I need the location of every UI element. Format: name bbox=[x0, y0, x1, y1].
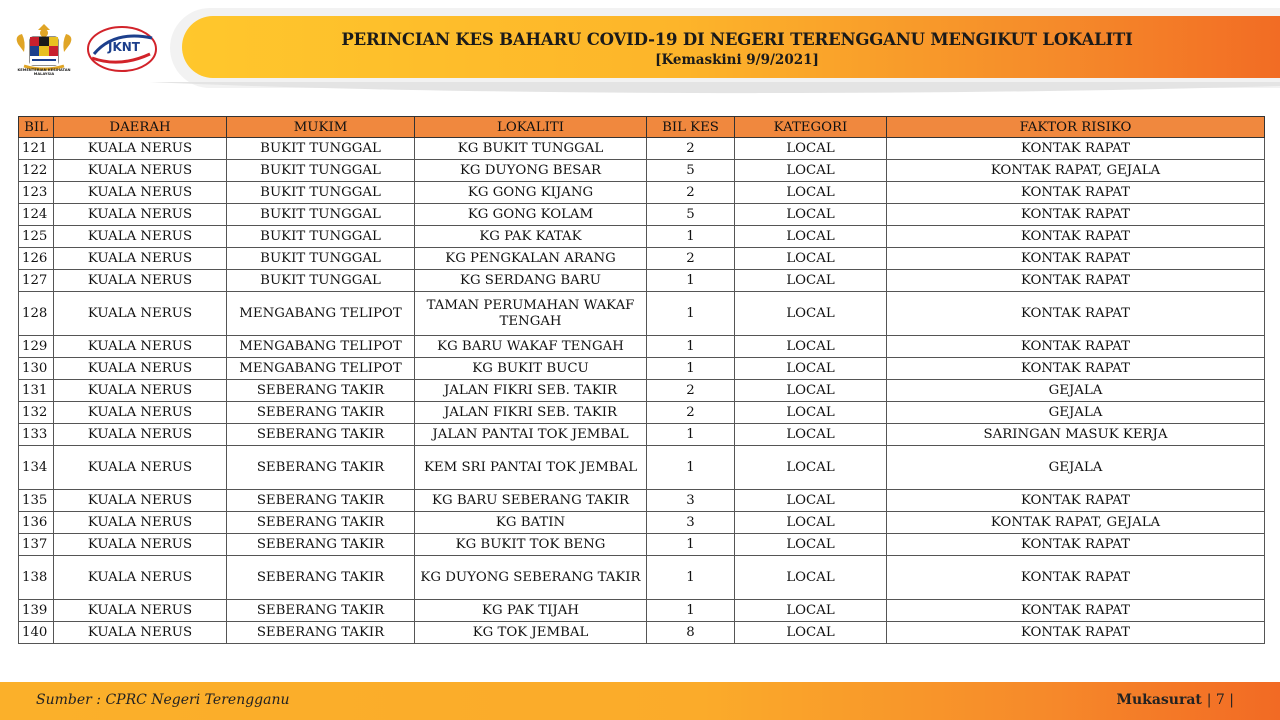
cell-lokaliti: KG BUKIT TUNGGAL bbox=[415, 138, 647, 160]
cell-bil: 125 bbox=[19, 226, 54, 248]
cell-mukim: SEBERANG TAKIR bbox=[227, 380, 415, 402]
cell-mukim: SEBERANG TAKIR bbox=[227, 600, 415, 622]
cell-lokaliti: JALAN FIKRI SEB. TAKIR bbox=[415, 402, 647, 424]
cell-daerah: KUALA NERUS bbox=[54, 182, 227, 204]
page-title: PERINCIAN KES BAHARU COVID-19 DI NEGERI TERENGGANU MENGIKUT LOKALITI bbox=[341, 30, 1133, 49]
cell-mukim: SEBERANG TAKIR bbox=[227, 556, 415, 600]
cell-daerah: KUALA NERUS bbox=[54, 292, 227, 336]
cell-bil: 126 bbox=[19, 248, 54, 270]
cell-kategori: LOCAL bbox=[735, 336, 887, 358]
cell-daerah: KUALA NERUS bbox=[54, 402, 227, 424]
cell-kategori: LOCAL bbox=[735, 534, 887, 556]
cell-bil-kes: 2 bbox=[647, 138, 735, 160]
cell-bil-kes: 1 bbox=[647, 226, 735, 248]
cell-kategori: LOCAL bbox=[735, 402, 887, 424]
cell-lokaliti: KG BARU WAKAF TENGAH bbox=[415, 336, 647, 358]
cell-lokaliti: KG BUKIT BUCU bbox=[415, 358, 647, 380]
table-row bbox=[19, 424, 1265, 446]
cell-faktor-risiko: KONTAK RAPAT bbox=[887, 292, 1265, 336]
kkm-caption: KEMENTERIAN KESIHATAN MALAYSIA bbox=[17, 68, 71, 77]
cell-mukim: SEBERANG TAKIR bbox=[227, 512, 415, 534]
table-row bbox=[19, 556, 1265, 600]
cell-bil: 128 bbox=[19, 292, 54, 336]
cell-mukim: BUKIT TUNGGAL bbox=[227, 138, 415, 160]
cell-bil-kes: 5 bbox=[647, 204, 735, 226]
cell-faktor-risiko: KONTAK RAPAT bbox=[887, 600, 1265, 622]
cell-faktor-risiko: KONTAK RAPAT bbox=[887, 556, 1265, 600]
cell-lokaliti: JALAN FIKRI SEB. TAKIR bbox=[415, 380, 647, 402]
cell-daerah: KUALA NERUS bbox=[54, 556, 227, 600]
column-header-bil: BIL bbox=[19, 117, 54, 138]
cell-daerah: KUALA NERUS bbox=[54, 270, 227, 292]
cell-lokaliti: KG GONG KIJANG bbox=[415, 182, 647, 204]
cell-kategori: LOCAL bbox=[735, 204, 887, 226]
cell-faktor-risiko: KONTAK RAPAT, GEJALA bbox=[887, 160, 1265, 182]
cell-bil-kes: 1 bbox=[647, 556, 735, 600]
cell-faktor-risiko: KONTAK RAPAT bbox=[887, 182, 1265, 204]
cell-faktor-risiko: KONTAK RAPAT bbox=[887, 358, 1265, 380]
cell-bil: 131 bbox=[19, 380, 54, 402]
table-row bbox=[19, 138, 1265, 160]
footer-page-indicator bbox=[1116, 692, 1234, 708]
cell-bil-kes: 3 bbox=[647, 490, 735, 512]
cell-bil: 122 bbox=[19, 160, 54, 182]
cell-bil: 132 bbox=[19, 402, 54, 424]
covid-cases-table bbox=[18, 116, 1265, 644]
table-row bbox=[19, 534, 1265, 556]
cell-lokaliti: KG SERDANG BARU bbox=[415, 270, 647, 292]
cell-bil-kes: 5 bbox=[647, 160, 735, 182]
table-row bbox=[19, 182, 1265, 204]
cell-bil: 129 bbox=[19, 336, 54, 358]
cell-mukim: SEBERANG TAKIR bbox=[227, 622, 415, 644]
cell-faktor-risiko: KONTAK RAPAT bbox=[887, 248, 1265, 270]
page-subtitle: [Kemaskini 9/9/2021] bbox=[655, 52, 819, 68]
cell-faktor-risiko: KONTAK RAPAT, GEJALA bbox=[887, 512, 1265, 534]
table-row bbox=[19, 160, 1265, 182]
cell-bil-kes: 2 bbox=[647, 248, 735, 270]
cell-daerah: KUALA NERUS bbox=[54, 622, 227, 644]
cell-faktor-risiko: KONTAK RAPAT bbox=[887, 270, 1265, 292]
cell-daerah: KUALA NERUS bbox=[54, 358, 227, 380]
cell-faktor-risiko: KONTAK RAPAT bbox=[887, 622, 1265, 644]
cell-faktor-risiko: KONTAK RAPAT bbox=[887, 534, 1265, 556]
cell-daerah: KUALA NERUS bbox=[54, 490, 227, 512]
page-label: Mukasurat bbox=[1116, 692, 1202, 708]
cell-faktor-risiko: GEJALA bbox=[887, 380, 1265, 402]
table-row bbox=[19, 446, 1265, 490]
table-body bbox=[19, 138, 1265, 644]
cell-bil: 121 bbox=[19, 138, 54, 160]
cell-bil: 137 bbox=[19, 534, 54, 556]
cell-daerah: KUALA NERUS bbox=[54, 600, 227, 622]
cell-bil-kes: 8 bbox=[647, 622, 735, 644]
cell-daerah: KUALA NERUS bbox=[54, 160, 227, 182]
cell-daerah: KUALA NERUS bbox=[54, 534, 227, 556]
table-row bbox=[19, 600, 1265, 622]
cell-daerah: KUALA NERUS bbox=[54, 204, 227, 226]
cell-bil: 133 bbox=[19, 424, 54, 446]
cell-daerah: KUALA NERUS bbox=[54, 336, 227, 358]
table-row bbox=[19, 270, 1265, 292]
cell-mukim: MENGABANG TELIPOT bbox=[227, 358, 415, 380]
cell-kategori: LOCAL bbox=[735, 138, 887, 160]
cell-bil-kes: 1 bbox=[647, 358, 735, 380]
cell-mukim: BUKIT TUNGGAL bbox=[227, 160, 415, 182]
cell-bil-kes: 1 bbox=[647, 600, 735, 622]
cell-kategori: LOCAL bbox=[735, 358, 887, 380]
cell-daerah: KUALA NERUS bbox=[54, 512, 227, 534]
cell-lokaliti: KG BARU SEBERANG TAKIR bbox=[415, 490, 647, 512]
cell-bil-kes: 3 bbox=[647, 512, 735, 534]
cell-mukim: BUKIT TUNGGAL bbox=[227, 270, 415, 292]
cell-kategori: LOCAL bbox=[735, 490, 887, 512]
svg-text:JKNT: JKNT bbox=[108, 40, 140, 54]
cell-kategori: LOCAL bbox=[735, 248, 887, 270]
cell-daerah: KUALA NERUS bbox=[54, 248, 227, 270]
cell-kategori: LOCAL bbox=[735, 380, 887, 402]
cell-bil: 124 bbox=[19, 204, 54, 226]
cell-kategori: LOCAL bbox=[735, 270, 887, 292]
table-row bbox=[19, 622, 1265, 644]
page-number: | 7 | bbox=[1206, 692, 1234, 708]
table-row bbox=[19, 292, 1265, 336]
cell-bil-kes: 1 bbox=[647, 336, 735, 358]
table-row bbox=[19, 336, 1265, 358]
cell-lokaliti: KG PAK TIJAH bbox=[415, 600, 647, 622]
cell-kategori: LOCAL bbox=[735, 226, 887, 248]
table-row bbox=[19, 204, 1265, 226]
cell-mukim: MENGABANG TELIPOT bbox=[227, 336, 415, 358]
table-row bbox=[19, 226, 1265, 248]
cell-mukim: MENGABANG TELIPOT bbox=[227, 292, 415, 336]
cell-mukim: SEBERANG TAKIR bbox=[227, 424, 415, 446]
cell-mukim: SEBERANG TAKIR bbox=[227, 534, 415, 556]
cell-bil: 140 bbox=[19, 622, 54, 644]
cell-kategori: LOCAL bbox=[735, 512, 887, 534]
cell-faktor-risiko: GEJALA bbox=[887, 446, 1265, 490]
table-header-row bbox=[19, 117, 1265, 138]
cell-mukim: BUKIT TUNGGAL bbox=[227, 204, 415, 226]
cell-daerah: KUALA NERUS bbox=[54, 138, 227, 160]
cell-bil-kes: 2 bbox=[647, 402, 735, 424]
cell-bil-kes: 1 bbox=[647, 534, 735, 556]
column-header-daerah: DAERAH bbox=[54, 117, 227, 138]
cell-bil: 134 bbox=[19, 446, 54, 490]
cell-bil-kes: 1 bbox=[647, 424, 735, 446]
table-row bbox=[19, 358, 1265, 380]
column-header-faktor-risiko: FAKTOR RISIKO bbox=[887, 117, 1265, 138]
table-row bbox=[19, 512, 1265, 534]
cell-lokaliti: KG DUYONG BESAR bbox=[415, 160, 647, 182]
cell-faktor-risiko: KONTAK RAPAT bbox=[887, 336, 1265, 358]
cell-daerah: KUALA NERUS bbox=[54, 226, 227, 248]
cell-faktor-risiko: SARINGAN MASUK KERJA bbox=[887, 424, 1265, 446]
cell-bil-kes: 2 bbox=[647, 380, 735, 402]
table-row bbox=[19, 380, 1265, 402]
cell-mukim: BUKIT TUNGGAL bbox=[227, 226, 415, 248]
cell-bil-kes: 1 bbox=[647, 446, 735, 490]
table-row bbox=[19, 402, 1265, 424]
cell-lokaliti: KG BUKIT TOK BENG bbox=[415, 534, 647, 556]
cell-daerah: KUALA NERUS bbox=[54, 446, 227, 490]
cell-bil: 127 bbox=[19, 270, 54, 292]
cell-bil-kes: 1 bbox=[647, 292, 735, 336]
cell-mukim: BUKIT TUNGGAL bbox=[227, 182, 415, 204]
cell-faktor-risiko: KONTAK RAPAT bbox=[887, 226, 1265, 248]
cell-bil: 130 bbox=[19, 358, 54, 380]
cell-mukim: SEBERANG TAKIR bbox=[227, 402, 415, 424]
cell-lokaliti: KG DUYONG SEBERANG TAKIR bbox=[415, 556, 647, 600]
cell-kategori: LOCAL bbox=[735, 424, 887, 446]
cell-kategori: LOCAL bbox=[735, 600, 887, 622]
column-header-kategori: KATEGORI bbox=[735, 117, 887, 138]
column-header-mukim: MUKIM bbox=[227, 117, 415, 138]
cell-bil: 138 bbox=[19, 556, 54, 600]
table-row bbox=[19, 248, 1265, 270]
table-row bbox=[19, 490, 1265, 512]
cell-bil-kes: 1 bbox=[647, 270, 735, 292]
cell-kategori: LOCAL bbox=[735, 622, 887, 644]
cell-bil: 135 bbox=[19, 490, 54, 512]
cell-daerah: KUALA NERUS bbox=[54, 424, 227, 446]
cell-mukim: SEBERANG TAKIR bbox=[227, 490, 415, 512]
header-swoosh bbox=[150, 82, 1280, 96]
cell-kategori: LOCAL bbox=[735, 556, 887, 600]
cell-faktor-risiko: KONTAK RAPAT bbox=[887, 138, 1265, 160]
cell-bil: 136 bbox=[19, 512, 54, 534]
column-header-bil-kes: BIL KES bbox=[647, 117, 735, 138]
cell-lokaliti: JALAN PANTAI TOK JEMBAL bbox=[415, 424, 647, 446]
cell-kategori: LOCAL bbox=[735, 446, 887, 490]
cell-faktor-risiko: KONTAK RAPAT bbox=[887, 204, 1265, 226]
cell-kategori: LOCAL bbox=[735, 160, 887, 182]
cell-bil: 123 bbox=[19, 182, 54, 204]
cell-lokaliti: TAMAN PERUMAHAN WAKAF TENGAH bbox=[415, 292, 647, 336]
cell-mukim: BUKIT TUNGGAL bbox=[227, 248, 415, 270]
cell-faktor-risiko: GEJALA bbox=[887, 402, 1265, 424]
cell-lokaliti: KG BATIN bbox=[415, 512, 647, 534]
cell-lokaliti: KEM SRI PANTAI TOK JEMBAL bbox=[415, 446, 647, 490]
cell-faktor-risiko: KONTAK RAPAT bbox=[887, 490, 1265, 512]
footer-source: Sumber : CPRC Negeri Terengganu bbox=[36, 692, 290, 708]
column-header-lokaliti: LOKALITI bbox=[415, 117, 647, 138]
cell-lokaliti: KG TOK JEMBAL bbox=[415, 622, 647, 644]
cell-lokaliti: KG GONG KOLAM bbox=[415, 204, 647, 226]
cell-bil-kes: 2 bbox=[647, 182, 735, 204]
cell-kategori: LOCAL bbox=[735, 292, 887, 336]
cell-kategori: LOCAL bbox=[735, 182, 887, 204]
cell-mukim: SEBERANG TAKIR bbox=[227, 446, 415, 490]
cell-lokaliti: KG PENGKALAN ARANG bbox=[415, 248, 647, 270]
jknt-logo bbox=[84, 24, 160, 74]
cell-lokaliti: KG PAK KATAK bbox=[415, 226, 647, 248]
cell-daerah: KUALA NERUS bbox=[54, 380, 227, 402]
cell-bil: 139 bbox=[19, 600, 54, 622]
